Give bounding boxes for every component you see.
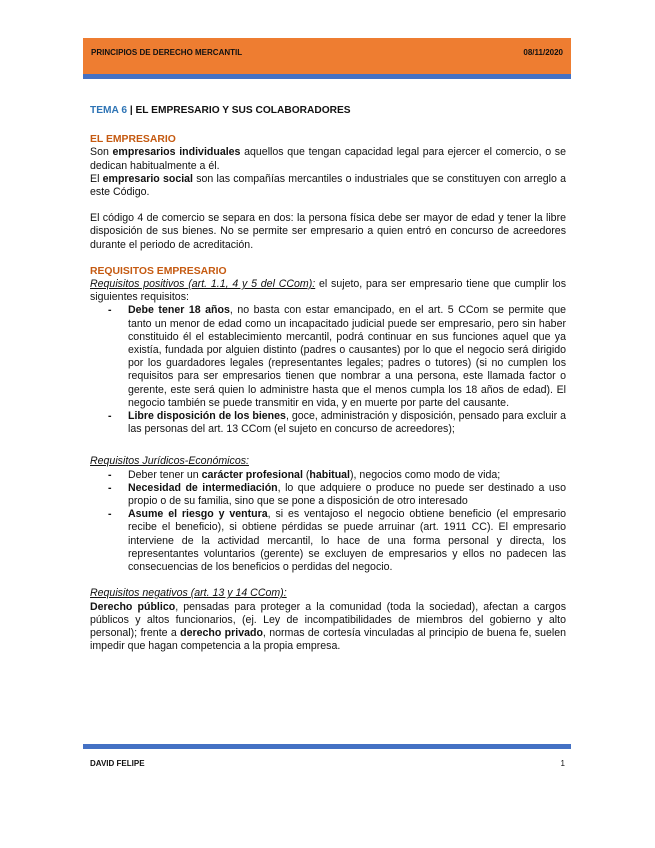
bold-term: Necesidad de intermediación [128,481,278,494]
text: , no basta con estar emancipado, en el art. 5 CCom se permite que tanto un menor de edad como un incapacitado judicial puede ser empresario, pero sin haber constituido él el establecimiento mercantil, podrá continuar en sus funciones aquel que ya existía, fundada por alguien distinto (padres o causantes) por lo que el negocio será dirigido por los guardadores legales (representantes legales; padres o tutores) (si no cumplen los requisitos para ser empresarios tienen que nombrar a una persona, este llamada factor o gerente, este será quien lo administre hasta que el menos cumpla los 18 años de edad). El negocio también se puede transmitir en vida, y en muerte por parte del causante. [128,304,566,409]
list-item [128,508,566,574]
text: aquellos que tengan capacidad legal para ejercer el comercio, o se dedican habitualmente a él. [90,146,566,172]
text: Deber tener un [128,468,202,481]
text: , normas de cortesía vinculadas al principio de buena fe, suelen impedir que hagan competencia a la propia empresa. [90,626,566,653]
bold-term: Derecho público [90,600,176,613]
paragraph-codigo: El código 4 de comercio se separa en dos: la persona física debe ser mayor de edad y tener la libre disposición de sus bienes. No se permite ser empresario a quien entró en concurso de acreedores durante el periodo de acreditación. [90,212,566,251]
footer-author: DAVID FELIPE [90,759,145,768]
topic-number: TEMA 6 [90,105,127,116]
header-title: PRINCIPIOS DE DERECHO MERCANTIL [91,48,243,57]
page-number: 1 [560,759,565,768]
header-divider [83,74,571,79]
text: Son [90,146,113,159]
bold-term: Debe tener 18 años [128,304,230,317]
bold-term: derecho privado [180,626,263,639]
list-juridicos [90,469,566,575]
subheading-juridicos: Requisitos Jurídicos-Económicos: [90,455,249,468]
bold-term: empresarios individuales [112,146,241,159]
text: el sujeto, para ser empresario tiene que cumplir los siguientes requisitos: [90,278,566,304]
text: El [90,172,103,185]
list-item [128,410,566,436]
text: , goce, administración y disposición, pensado para excluir a las personas del art. 13 CCom (el sujeto en concurso de acreedores); [128,410,566,436]
list-positivos [90,304,566,436]
header-date: 08/11/2020 [523,48,563,57]
page-header [83,38,571,74]
subheading-negativos: Requisitos negativos (art. 13 y 14 CCom): [90,587,287,600]
paragraph-juridicos [90,455,566,468]
text: ( [302,468,310,481]
text: , pensadas para proteger a la comunidad (toda la sociedad), afectan a cargos públicos y altos funcionarios, (ej. Ley de incompatibilidades de miembros del gobierno y alto personal); frente a [90,600,566,639]
paragraph-social [90,173,566,199]
subheading-positivos: Requisitos positivos (art. 1.1, 4 y 5 del CCom): [90,278,316,291]
topic-name: EL EMPRESARIO Y SUS COLABORADORES [135,105,351,116]
text: , si es ventajoso el negocio obtiene beneficio (el empresario recibe el beneficio), si obtiene pérdidas se puede arruinar (art. 1911 CC). El empresario interviene de la actividad mercantil, lo hace de una forma personal y directa, los representantes voluntarios (gerente) se excluyen de empresarios y ellos no padecen las consecuencias de los beneficios o perdidas del negocio. [128,508,566,574]
page-body [90,104,566,653]
paragraph-individual [90,146,566,172]
footer-divider [83,744,571,749]
topic-separator: | [126,105,136,116]
paragraph-positivos [90,278,566,304]
section-heading-empresario: EL EMPRESARIO [90,134,176,146]
bold-term: Asume el riesgo y ventura [128,508,268,521]
topic-title [90,104,566,117]
paragraph-negativos-heading [90,587,566,600]
bold-term: empresario social [102,172,193,185]
paragraph-negativos [90,601,566,654]
text: , lo que adquiere o produce no puede ser destinado a uso propio o de su familia, sino que se pone a disposición de otro interesado [128,481,566,508]
bold-term: habitual [309,468,351,481]
text: son las compañías mercantiles o industriales que se constituyen con arreglo a este Código. [90,172,566,199]
list-item [128,304,566,410]
bold-term: carácter profesional [201,468,303,481]
bold-term: Libre disposición de los bienes [128,410,286,423]
text: ), negocios como modo de vida; [350,468,501,481]
section-heading-requisitos: REQUISITOS EMPRESARIO [90,265,227,277]
list-item [128,482,566,508]
list-item [128,469,566,482]
